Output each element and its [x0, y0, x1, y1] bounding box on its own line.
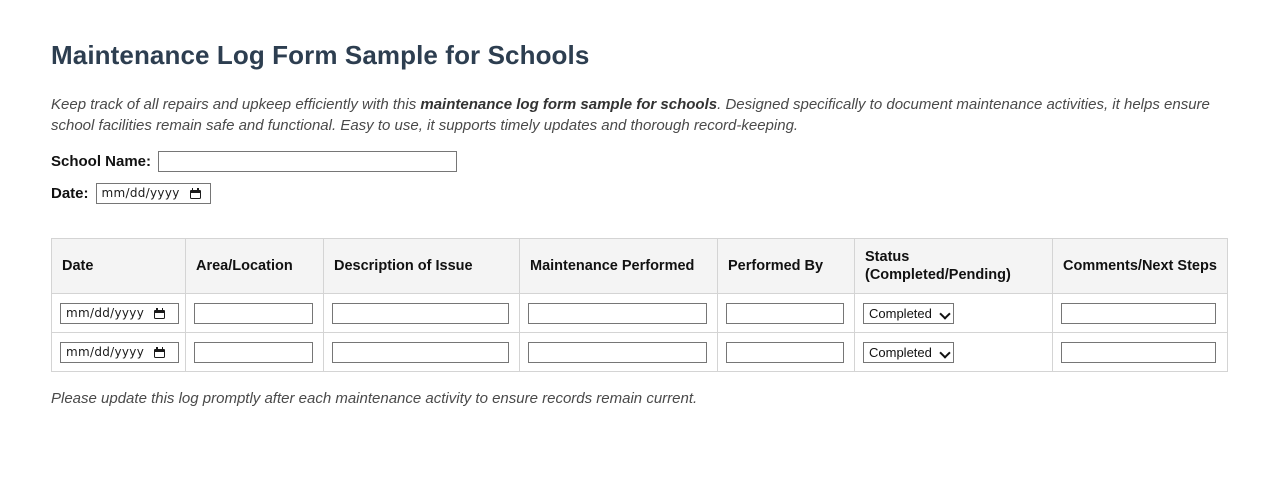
chevron-down-icon — [940, 309, 949, 318]
row-status-select[interactable] — [863, 303, 954, 324]
table-head — [52, 239, 1228, 294]
cell-maintenance — [520, 333, 718, 372]
cell-status — [855, 294, 1053, 333]
date-label: Date: — [51, 184, 89, 202]
row-date-input[interactable] — [60, 303, 179, 324]
cell-area — [186, 294, 324, 333]
date-field-row — [51, 182, 1228, 204]
cell-performed-by — [718, 333, 855, 372]
column-header-maintenance-performed: Maintenance Performed — [520, 239, 718, 294]
row-performed-by-input[interactable] — [726, 303, 844, 324]
school-name-input[interactable] — [158, 151, 457, 172]
cell-date — [52, 294, 186, 333]
row-date-placeholder-text: mm/dd/yyyy — [66, 306, 145, 320]
chevron-down-icon — [940, 348, 949, 357]
school-name-label: School Name: — [51, 152, 152, 170]
row-status-select[interactable] — [863, 342, 954, 363]
row-date-input[interactable] — [60, 342, 179, 363]
column-header-status: Status (Completed/Pending) — [855, 239, 1053, 294]
row-maintenance-input[interactable] — [528, 342, 707, 363]
cell-performed-by — [718, 294, 855, 333]
calendar-icon[interactable] — [154, 308, 165, 319]
date-placeholder-text: mm/dd/yyyy — [101, 186, 180, 200]
column-header-performed-by: Performed By — [718, 239, 855, 294]
row-area-input[interactable] — [194, 342, 313, 363]
cell-date — [52, 333, 186, 372]
school-name-field-row — [51, 150, 1228, 172]
cell-status — [855, 333, 1053, 372]
intro-bold-phrase: maintenance log form sample for schools — [420, 96, 718, 113]
cell-area — [186, 333, 324, 372]
footer-note: Please update this log promptly after each maintenance activity to ensure records remain current. — [51, 390, 698, 407]
cell-comments — [1053, 294, 1228, 333]
intro-text-part2: . Designed specifically to document maintenance activities, it helps ensure school facilities remain safe and functional. Easy to use, it supports timely updates and thorough record-keeping. — [51, 96, 1210, 134]
intro-text-part1: Keep track of all repairs and upkeep efficiently with this — [51, 96, 421, 113]
table-body — [52, 294, 1228, 372]
row-area-input[interactable] — [194, 303, 313, 324]
calendar-icon[interactable] — [190, 188, 201, 199]
row-status-value: Completed — [869, 344, 932, 360]
maintenance-log-table — [51, 238, 1228, 372]
table-row — [52, 294, 1228, 333]
row-description-input[interactable] — [332, 342, 509, 363]
calendar-icon[interactable] — [154, 347, 165, 358]
column-header-date: Date — [52, 239, 186, 294]
table-header-row — [52, 239, 1228, 294]
row-comments-input[interactable] — [1061, 303, 1216, 324]
table-row — [52, 333, 1228, 372]
date-input[interactable] — [96, 183, 211, 204]
column-header-comments: Comments/Next Steps — [1053, 239, 1228, 294]
row-description-input[interactable] — [332, 303, 509, 324]
row-comments-input[interactable] — [1061, 342, 1216, 363]
column-header-description: Description of Issue — [324, 239, 520, 294]
cell-comments — [1053, 333, 1228, 372]
row-maintenance-input[interactable] — [528, 303, 707, 324]
cell-description — [324, 294, 520, 333]
column-header-area-location: Area/Location — [186, 239, 324, 294]
page-title: Maintenance Log Form Sample for Schools — [51, 40, 590, 70]
row-performed-by-input[interactable] — [726, 342, 844, 363]
row-status-value: Completed — [869, 305, 932, 321]
cell-maintenance — [520, 294, 718, 333]
cell-description — [324, 333, 520, 372]
row-date-placeholder-text: mm/dd/yyyy — [66, 345, 145, 359]
intro-paragraph — [51, 94, 1211, 136]
